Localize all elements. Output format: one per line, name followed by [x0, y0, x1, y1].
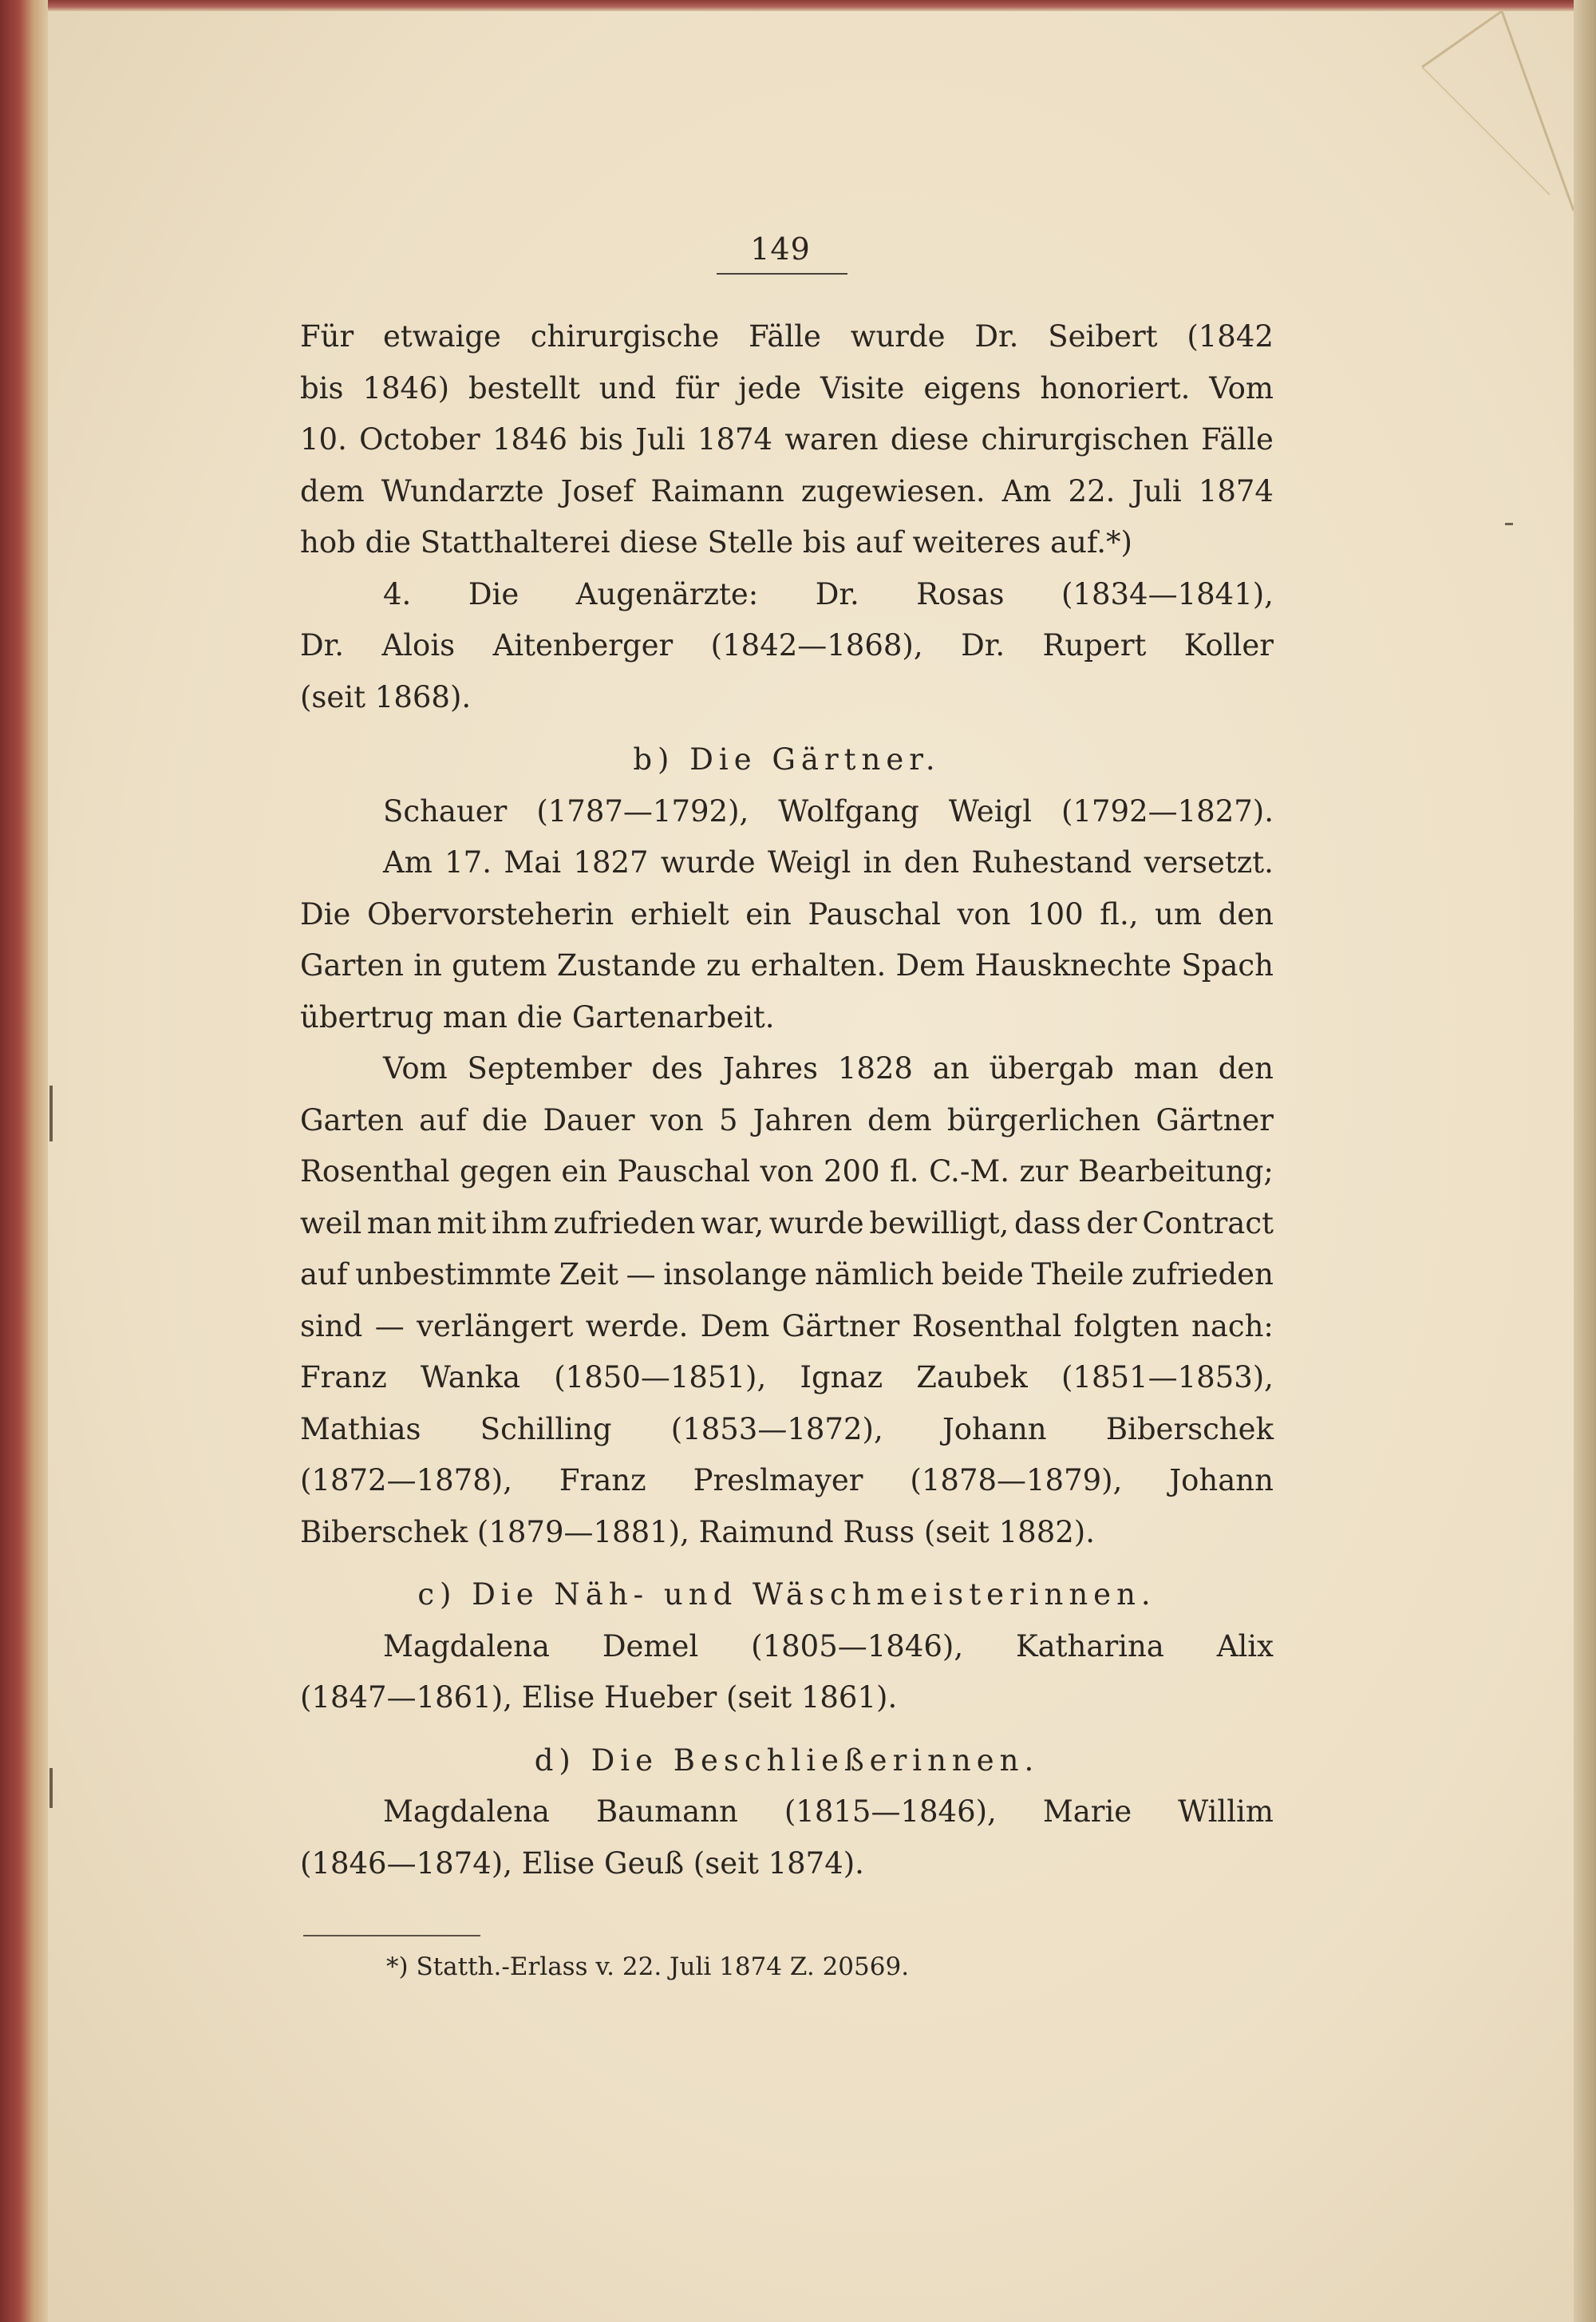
text-line: dem Wundarzte Josef Raimann zugewiesen. Am 22. Juli 1874 — [300, 473, 1274, 508]
margin-mark — [49, 1768, 53, 1808]
text-line: (1872—1878), Franz Preslmayer (1878—1879), Johann — [300, 1463, 1274, 1497]
text-line: Garten auf die Dauer von 5 Jahren dem bürgerlichen Gärtner — [300, 1102, 1274, 1137]
text-line: Franz Wanka (1850—1851), Ignaz Zaubek (1851—1853), — [300, 1360, 1274, 1394]
text-line: bis 1846) bestellt und für jede Visite eigens honoriert. Vom — [300, 370, 1274, 405]
section-heading: d) Die Beschließerinnen. — [534, 1742, 1040, 1778]
text-line: Am 17. Mai 1827 wurde Weigl in den Ruhestand versetzt. — [383, 845, 1274, 880]
text-line: 4. Die Augenärzte: Dr. Rosas (1834—1841), — [383, 576, 1274, 611]
text-line: (1847—1861), Elise Hueber (seit 1861). — [300, 1680, 898, 1715]
text-line: (1846—1874), Elise Geuß (seit 1874). — [300, 1845, 864, 1881]
text-line: Rosenthal gegen ein Pauschal von 200 fl. C.-M. zur Bearbeitung; — [300, 1154, 1274, 1189]
book-binding-right — [1574, 0, 1596, 2322]
text-line: Vom September des Jahres 1828 an übergab man den — [383, 1051, 1274, 1086]
text-line: sind — verlängert werde. Dem Gärtner Rosenthal folgten nach: — [300, 1308, 1274, 1343]
book-binding-left — [0, 0, 48, 2322]
text-line: 10. October 1846 bis Juli 1874 waren diese chirurgischen Fälle — [300, 422, 1274, 457]
margin-mark — [1505, 523, 1513, 525]
footnote-rule — [303, 1935, 480, 1936]
text-line: Mathias Schilling (1853—1872), Johann Biberschek — [300, 1411, 1274, 1446]
text-line: auf unbestimmte Zeit — insolange nämlich beide Theile zufrieden — [300, 1257, 1274, 1292]
text-line: Magdalena Baumann (1815—1846), Marie Willim — [383, 1794, 1274, 1829]
header-rule — [717, 273, 847, 275]
section-heading: c) Die Näh- und Wäschmeisterinnen. — [417, 1577, 1156, 1612]
text-line: übertrug man die Gartenarbeit. — [300, 999, 775, 1034]
text-line: hob die Statthalterei diese Stelle bis auf weiteres auf.*) — [300, 525, 1132, 560]
section-heading: b) Die Gärtner. — [633, 742, 941, 777]
text-line: weil man mit ihm zufrieden war, wurde bewilligt, dass der Contract — [300, 1205, 1274, 1240]
text-line: Dr. Alois Aitenberger (1842—1868), Dr. Rupert Koller — [300, 628, 1274, 663]
footnote: *) Statth.-Erlass v. 22. Juli 1874 Z. 20569. — [386, 1952, 910, 1981]
page-number: 149 — [750, 231, 811, 267]
margin-mark — [49, 1086, 53, 1141]
book-binding-top — [0, 0, 1596, 11]
text-line: Schauer (1787—1792), Wolfgang Weigl (1792—1827). — [383, 793, 1274, 829]
text-line: Für etwaige chirurgische Fälle wurde Dr. Seibert (1842 — [300, 319, 1274, 354]
text-line: Die Obervorsteherin erhielt ein Pauschal von 100 fl., um den — [300, 896, 1274, 932]
text-line: (seit 1868). — [300, 679, 472, 714]
body-text — [300, 311, 1274, 1889]
text-line: Biberschek (1879—1881), Raimund Russ (seit 1882). — [300, 1514, 1095, 1549]
page-corner-fold — [1398, 11, 1574, 267]
text-line: Magdalena Demel (1805—1846), Katharina Alix — [383, 1628, 1274, 1663]
text-line: Garten in gutem Zustande zu erhalten. Dem Hausknechte Spach — [300, 948, 1274, 983]
